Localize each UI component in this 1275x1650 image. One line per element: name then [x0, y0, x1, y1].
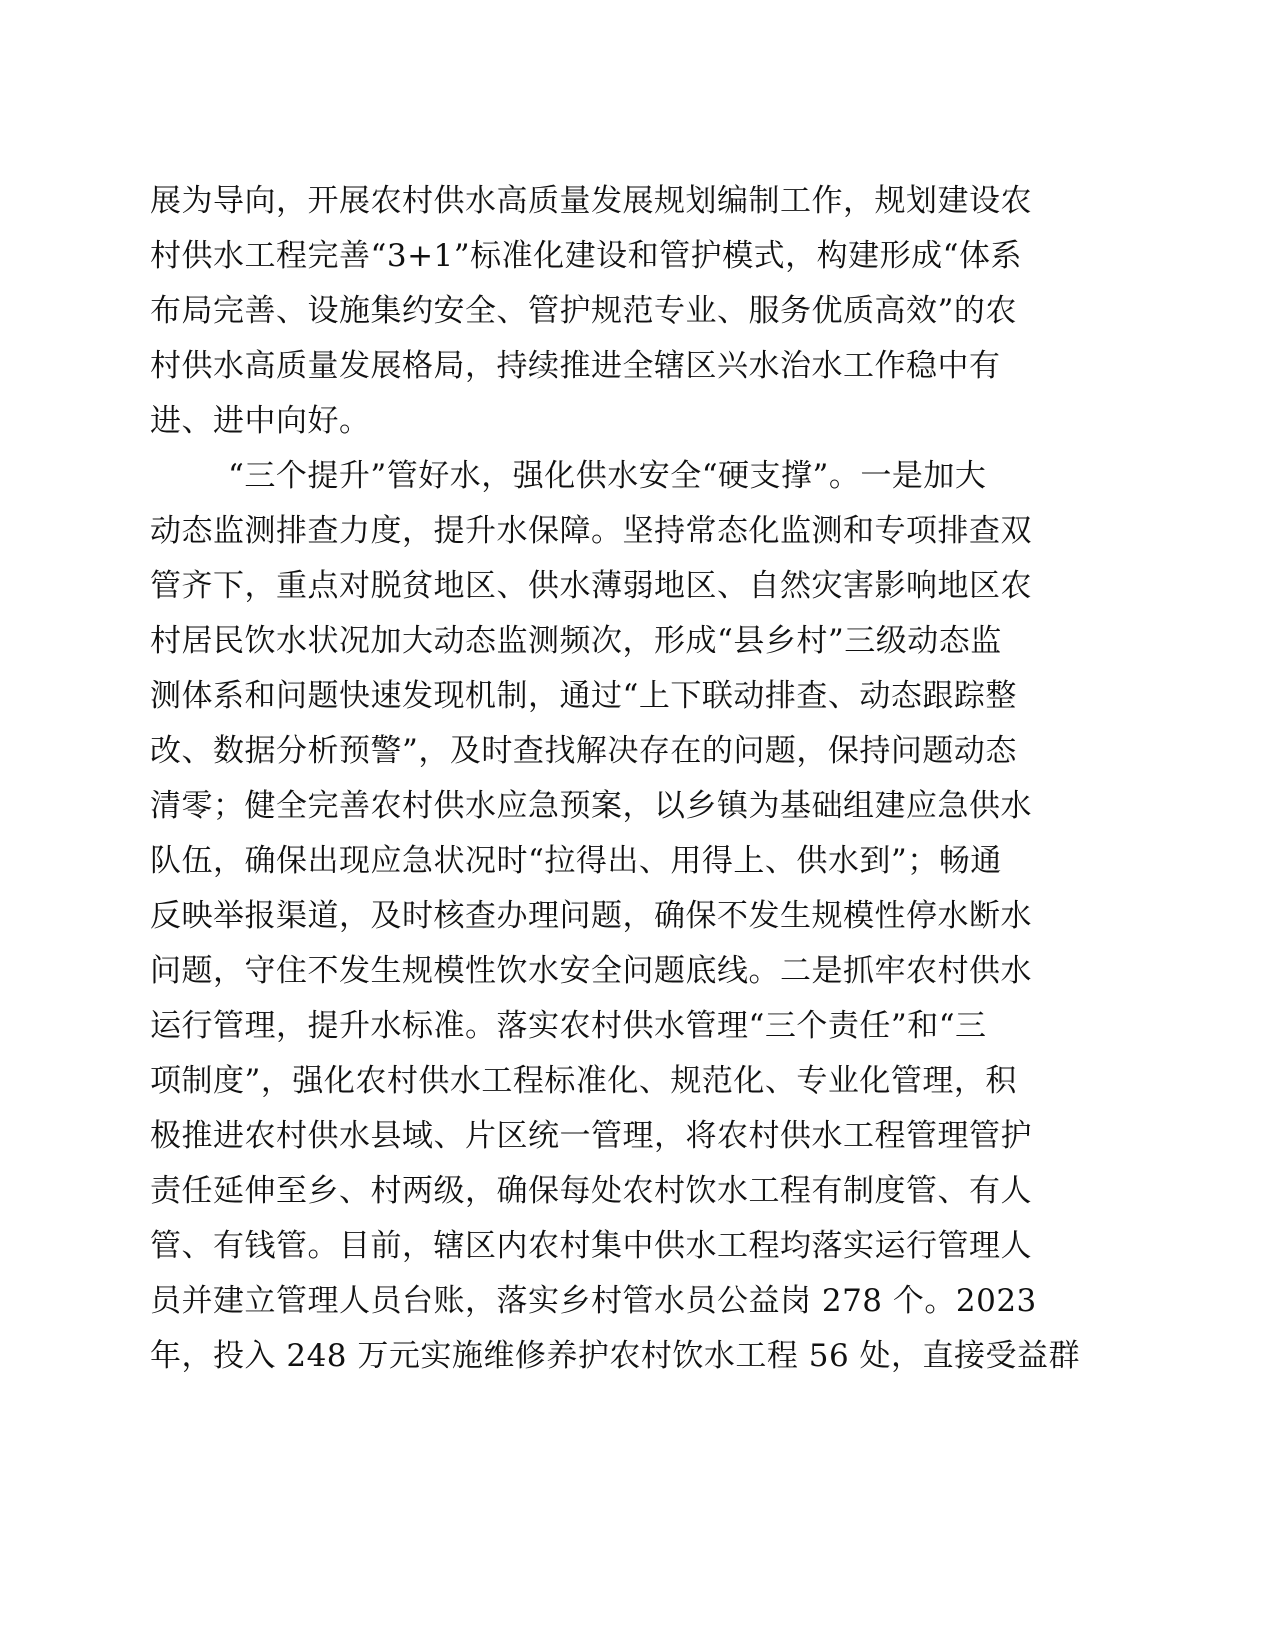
text-line: 村供水工程完善“3+1”标准化建设和管护模式，构建形成“体系: [150, 238, 1022, 274]
paragraph-first-line: “三个提升”管好水，强化供水安全“硬支撑”。一是加大: [228, 458, 987, 494]
text-line: 村居民饮水状况加大动态监测频次，形成“县乡村”三级动态监: [150, 623, 1002, 659]
text-line: 责任延伸至乡、村两级，确保每处农村饮水工程有制度管、有人: [150, 1173, 1032, 1209]
text-line: 展为导向，开展农村供水高质量发展规划编制工作，规划建设农: [150, 183, 1032, 219]
text-line: 队伍，确保出现应急状况时“拉得出、用得上、供水到”；畅通: [150, 843, 1002, 879]
text-line: 测体系和问题快速发现机制，通过“上下联动排查、动态跟踪整: [150, 678, 1017, 714]
text-line: 管齐下，重点对脱贫地区、供水薄弱地区、自然灾害影响地区农: [150, 568, 1032, 604]
text-line: 村供水高质量发展格局，持续推进全辖区兴水治水工作稳中有: [150, 348, 1001, 384]
text-line: 进、进中向好。: [150, 403, 371, 439]
text-line: 反映举报渠道，及时核查办理问题，确保不发生规模性停水断水: [150, 898, 1032, 934]
text-line: 清零；健全完善农村供水应急预案，以乡镇为基础组建应急供水: [150, 788, 1032, 824]
text-line: 项制度”，强化农村供水工程标准化、规范化、专业化管理，积: [150, 1063, 1017, 1099]
text-line: 问题，守住不发生规模性饮水安全问题底线。二是抓牢农村供水: [150, 953, 1032, 989]
text-line: 管、有钱管。目前，辖区内农村集中供水工程均落实运行管理人: [150, 1228, 1032, 1264]
text-line: 布局完善、设施集约安全、管护规范专业、服务优质高效”的农: [150, 293, 1017, 329]
text-line: 改、数据分析预警”，及时查找解决存在的问题，保持问题动态: [150, 733, 1017, 769]
text-line: 运行管理，提升水标准。落实农村供水管理“三个责任”和“三: [150, 1008, 987, 1044]
text-line: 员并建立管理人员台账，落实乡村管水员公益岗 278 个。2023: [150, 1283, 1037, 1319]
text-line: 极推进农村供水县域、片区统一管理，将农村供水工程管理管护: [150, 1118, 1032, 1154]
text-line: 年，投入 248 万元实施维修养护农村饮水工程 56 处，直接受益群: [150, 1338, 1081, 1374]
text-line: 动态监测排查力度，提升水保障。坚持常态化监测和专项排查双: [150, 513, 1032, 549]
